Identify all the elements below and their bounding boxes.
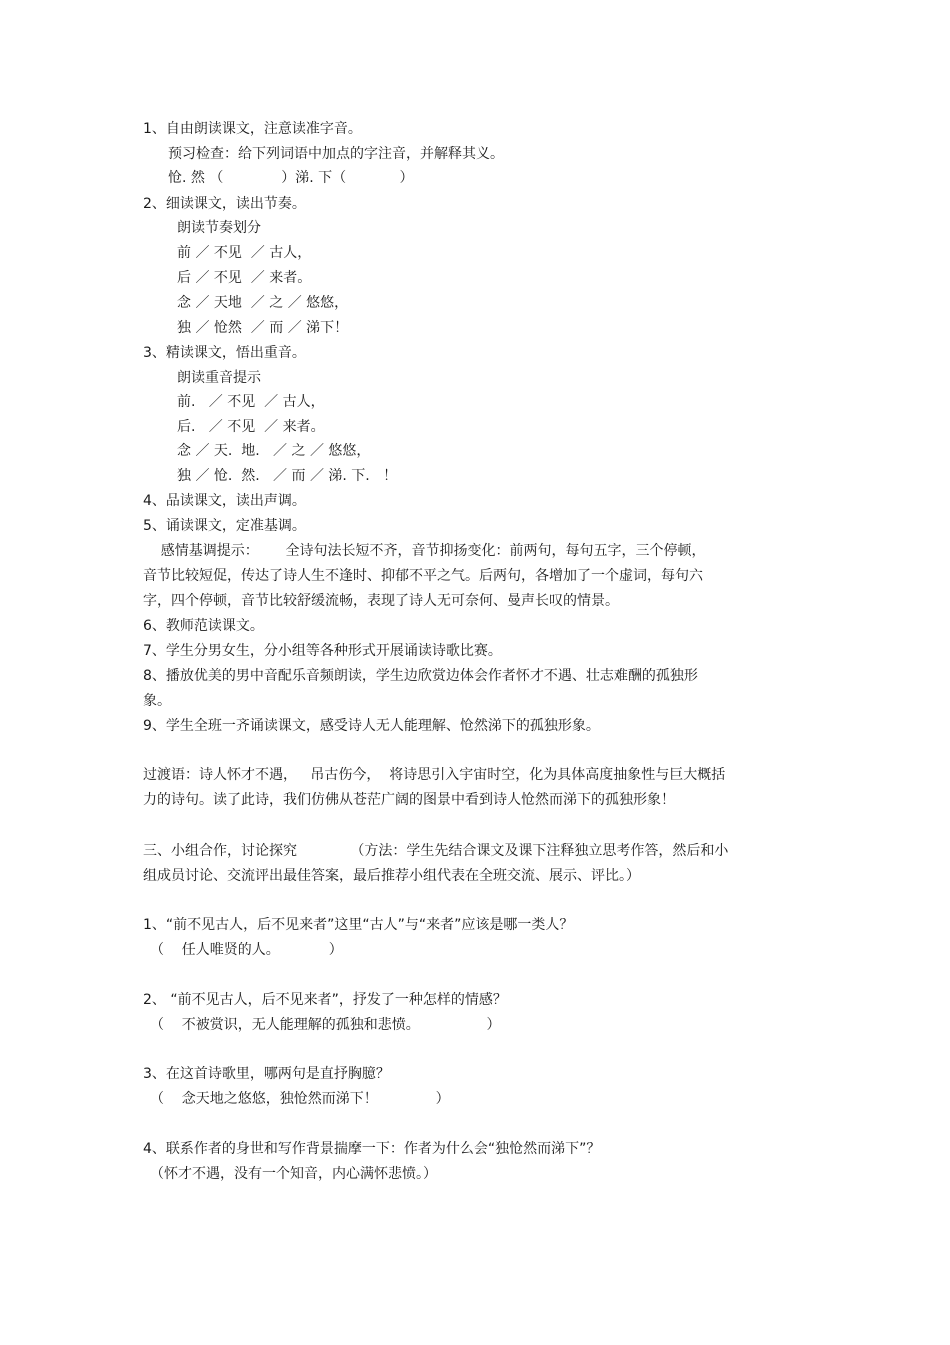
- rhythm-subtitle: 朗读节奏划分: [177, 220, 261, 236]
- rhythm-line-3: 念 ／ 天地 ／ 之 ／ 悠悠，: [177, 295, 349, 311]
- rhythm-line-4: 独 ／ 怆然 ／ 而 ／ 涕下！: [177, 320, 349, 336]
- section-7-title: 7、学生分男女生，分小组等各种形式开展诵读诗歌比赛。: [143, 643, 502, 659]
- part-3-heading-line-2: 组成员讨论、交流评出最佳答案，最后推荐小组代表在全班交流、展示、评比。）: [143, 868, 640, 884]
- section-8-line-2: 象。: [143, 693, 171, 709]
- answer-1: （ 任人唯贤的人。 ）: [150, 942, 343, 958]
- stress-subtitle: 朗读重音提示: [177, 370, 261, 386]
- word-annotation-blanks: 怆. 然 （ ）涕. 下（ ）: [168, 170, 414, 186]
- transition-line-2: 力的诗句。读了此诗，我们仿佛从苍茫广阔的图景中看到诗人怆然而涕下的孤独形象！: [143, 792, 675, 808]
- section-5-title: 5、诵读课文，定准基调。: [143, 518, 306, 534]
- tone-paragraph-line-1: 感情基调提示： 全诗句法长短不齐，音节抑扬变化：前两句，每句五字，三个停顿，: [143, 543, 706, 559]
- question-3: 3、在这首诗歌里，哪两句是直抒胸臆？: [143, 1066, 390, 1082]
- part-3-heading-line-1: 三、小组合作，讨论探究 （方法：学生先结合课文及课下注释独立思考作答，然后和小: [143, 843, 729, 859]
- question-2: 2、 “前不见古人，后不见来者”，抒发了一种怎样的情感？: [143, 992, 507, 1008]
- question-1: 1、“前不见古人，后不见来者”这里“古人”与“来者”应该是哪一类人？: [143, 917, 574, 933]
- rhythm-line-2: 后 ／ 不见 ／ 来者。: [177, 270, 312, 286]
- section-6-title: 6、教师范读课文。: [143, 618, 264, 634]
- question-4: 4、联系作者的身世和写作背景揣摩一下：作者为什么会“独怆然而涕下”？: [143, 1141, 601, 1157]
- section-2-title: 2、细读课文，读出节奏。: [143, 196, 306, 212]
- stress-line-1: 前. ／ 不见 ／ 古人，: [177, 394, 325, 410]
- section-8-line-1: 8、播放优美的男中音配乐音频朗读，学生边欣赏边体会作者怀才不遇、壮志难酬的孤独形: [143, 668, 698, 684]
- answer-3: （ 念天地之悠悠，独怆然而涕下！ ）: [150, 1091, 450, 1107]
- answer-4: （怀才不遇，没有一个知音，内心满怀悲愤。）: [150, 1166, 437, 1182]
- stress-line-3: 念 ／ 天. 地. ／ 之 ／ 悠悠，: [177, 443, 371, 459]
- transition-line-1: 过渡语：诗人怀才不遇， 吊古伤今， 将诗思引入宇宙时空，化为具体高度抽象性与巨大概括: [143, 767, 726, 783]
- rhythm-line-1: 前 ／ 不见 ／ 古人，: [177, 245, 312, 261]
- answer-2: （ 不被赏识，无人能理解的孤独和悲愤。 ）: [150, 1017, 501, 1033]
- tone-paragraph-line-3: 字，四个停顿，音节比较舒缓流畅，表现了诗人无可奈何、曼声长叹的情景。: [143, 593, 619, 609]
- section-3-title: 3、精读课文，悟出重音。: [143, 345, 306, 361]
- section-1-title: 1、自由朗读课文，注意读准字音。: [143, 121, 362, 137]
- stress-line-2: 后. ／ 不见 ／ 来者。: [177, 419, 325, 435]
- tone-paragraph-line-2: 音节比较短促，传达了诗人生不逢时、抑郁不平之气。后两句，各增加了一个虚词，每句六: [143, 568, 703, 584]
- section-9-title: 9、学生全班一齐诵读课文，感受诗人无人能理解、怆然涕下的孤独形象。: [143, 718, 600, 734]
- section-4-title: 4、品读课文，读出声调。: [143, 493, 306, 509]
- preview-check-text: 预习检查：给下列词语中加点的字注音，并解释其义。: [168, 146, 504, 162]
- stress-line-4: 独 ／ 怆. 然. ／ 而 ／ 涕. 下. ！: [177, 468, 398, 484]
